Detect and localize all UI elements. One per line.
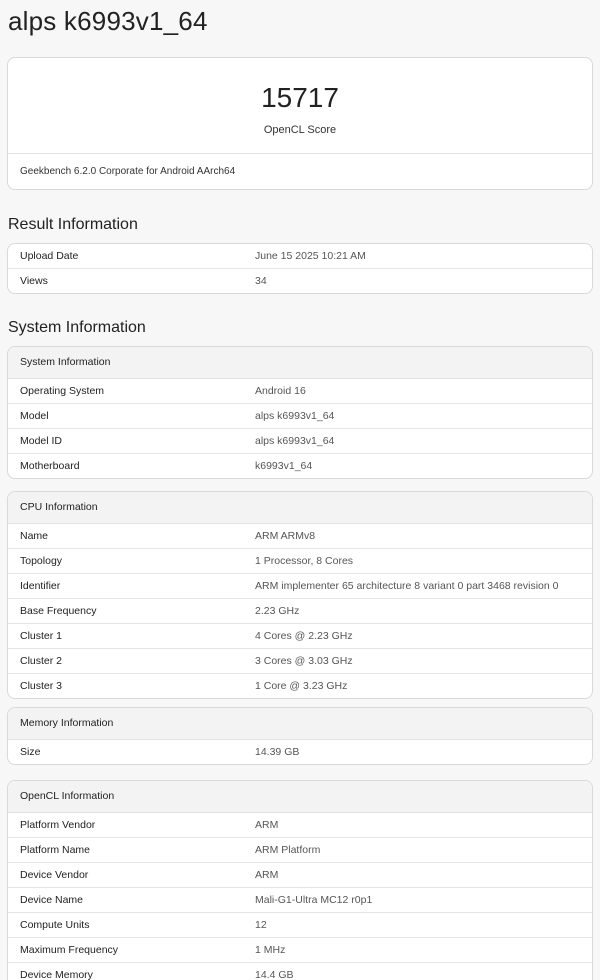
row-key: Cluster 3 (20, 680, 63, 692)
table-row (8, 453, 592, 478)
row-value: k6993v1_64 (255, 460, 313, 472)
row-key: Views (20, 275, 48, 287)
table-row (8, 379, 592, 403)
table-row (8, 524, 592, 548)
row-key: Maximum Frequency (20, 944, 119, 956)
row-key: Cluster 2 (20, 655, 63, 667)
table-row (8, 428, 592, 453)
table-row (8, 548, 592, 573)
result-information-title: Result Information (8, 216, 138, 233)
row-value: Mali-G1-Ultra MC12 r0p1 (255, 894, 373, 906)
row-value: alps k6993v1_64 (255, 410, 335, 422)
row-key: Motherboard (20, 460, 80, 472)
table-row (8, 573, 592, 598)
opencl-score-label: OpenCL Score (263, 124, 337, 136)
row-key: Platform Name (20, 844, 91, 856)
row-key: Name (20, 530, 49, 542)
card-header: System Information (8, 347, 592, 379)
row-key: Platform Vendor (20, 819, 96, 831)
row-value: 4 Cores @ 2.23 GHz (255, 630, 353, 642)
row-value: 1 MHz (255, 944, 286, 956)
row-value: 14.4 GB (255, 969, 294, 980)
row-key: Size (20, 746, 41, 758)
row-value: 12 (255, 919, 267, 931)
table-row (8, 648, 592, 673)
table-row (8, 740, 592, 764)
system-information-title: System Information (8, 319, 146, 336)
row-key: Device Name (20, 894, 84, 906)
row-value: 1 Processor, 8 Cores (255, 555, 354, 567)
table-row (8, 268, 592, 293)
table-row (8, 912, 592, 937)
table-row (8, 962, 592, 980)
table-row (8, 937, 592, 962)
table-row (8, 837, 592, 862)
row-key: Upload Date (20, 250, 79, 262)
row-value: ARM implementer 65 architecture 8 variant 0 part 3468 revision 0 (255, 580, 559, 592)
table-row (8, 403, 592, 428)
score-card (7, 57, 593, 190)
row-value: 34 (255, 275, 267, 287)
row-key: Model ID (20, 435, 63, 447)
row-key: Model (20, 410, 49, 422)
table-row (8, 813, 592, 837)
result-information-table (7, 243, 593, 294)
row-value: ARM ARMv8 (255, 530, 316, 542)
opencl-score-value: 15717 (261, 82, 339, 113)
row-key: Topology (20, 555, 63, 567)
row-key: Device Memory (20, 969, 93, 980)
row-value: 14.39 GB (255, 746, 300, 758)
row-value: ARM Platform (255, 844, 321, 856)
table-row (8, 887, 592, 912)
table-row (8, 862, 592, 887)
benchmark-version: Geekbench 6.2.0 Corporate for Android AArch64 (8, 153, 592, 190)
row-value: ARM (255, 819, 279, 831)
table-row (8, 673, 592, 698)
page-title: alps k6993v1_64 (8, 6, 208, 36)
row-value: June 15 2025 10:21 AM (255, 250, 366, 262)
table-row (8, 244, 592, 268)
memory-information-card (7, 707, 593, 765)
card-header: OpenCL Information (8, 781, 592, 813)
system-information-card (7, 346, 593, 479)
row-key: Operating System (20, 385, 105, 397)
row-value: ARM (255, 869, 279, 881)
card-header: CPU Information (8, 492, 592, 524)
table-row (8, 598, 592, 623)
row-key: Identifier (20, 580, 61, 592)
row-key: Cluster 1 (20, 630, 63, 642)
row-key: Device Vendor (20, 869, 89, 881)
cpu-information-card (7, 491, 593, 699)
row-value: 2.23 GHz (255, 605, 300, 617)
row-value: 1 Core @ 3.23 GHz (255, 680, 348, 692)
row-value: 3 Cores @ 3.03 GHz (255, 655, 353, 667)
row-key: Compute Units (20, 919, 90, 931)
row-value: Android 16 (255, 385, 306, 397)
opencl-information-card (7, 780, 593, 980)
row-value: alps k6993v1_64 (255, 435, 335, 447)
row-key: Base Frequency (20, 605, 97, 617)
table-row (8, 623, 592, 648)
card-header: Memory Information (8, 708, 592, 740)
